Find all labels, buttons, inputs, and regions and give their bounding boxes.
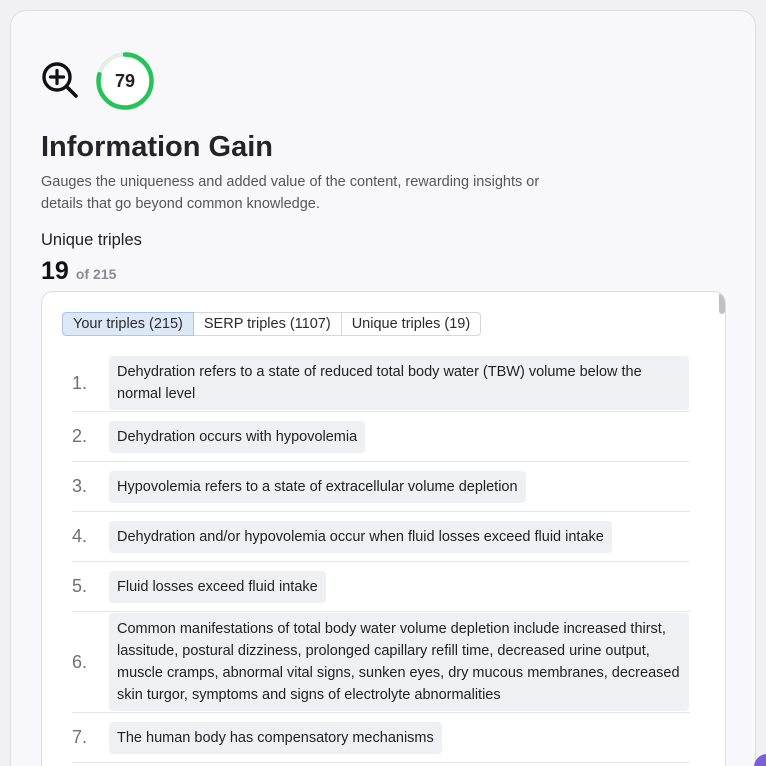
- triple-chip: Fluid losses exceed fluid intake: [109, 571, 326, 603]
- list-item: [72, 612, 690, 713]
- list-item-number: 3.: [72, 476, 88, 496]
- score-ring: [95, 51, 155, 111]
- tab-unique-triples[interactable]: Unique triples (19): [341, 312, 481, 336]
- triple-chip: The human body has compensatory mechanisms: [109, 722, 442, 754]
- page-title: Information Gain: [41, 131, 273, 163]
- list-item: [72, 355, 690, 412]
- list-item: [72, 713, 690, 763]
- triples-tab-bar: [62, 312, 481, 336]
- triples-list: [72, 355, 690, 763]
- list-item-number: 1.: [72, 372, 88, 393]
- information-gain-card: [10, 10, 756, 766]
- list-item-number: 6.: [72, 651, 88, 672]
- page-description: Gauges the uniqueness and added value of the content, rewarding insights or details that go beyond common knowledge.: [41, 174, 540, 212]
- triple-chip: Hypovolemia refers to a state of extracellular volume depletion: [109, 471, 526, 503]
- list-item-number: 2.: [72, 426, 88, 446]
- triples-panel: [41, 291, 726, 766]
- unique-triples-count: 19: [41, 257, 69, 285]
- triple-chip: Dehydration occurs with hypovolemia: [109, 421, 365, 453]
- list-item: [72, 462, 690, 512]
- list-item: [72, 512, 690, 562]
- tab-serp-triples[interactable]: SERP triples (1107): [193, 312, 342, 336]
- list-item: [72, 562, 690, 612]
- list-item-number: 4.: [72, 526, 88, 546]
- triple-chip: Dehydration refers to a state of reduced total body water (TBW) volume below the normal level: [109, 356, 689, 410]
- unique-triples-stat: [41, 257, 116, 286]
- of-label: of: [75, 266, 90, 282]
- score-value: 79: [114, 70, 136, 91]
- panel-scrollbar[interactable]: [719, 292, 725, 314]
- total-triples-count: 215: [93, 266, 117, 282]
- unique-triples-label: Unique triples: [41, 231, 142, 249]
- triple-chip: Common manifestations of total body water volume depletion include increased thirst, lassitude, postural dizziness, prolonged capillary refill time, decreased urine output, muscle cramps, abnormal vital signs, sunken eyes, dry mucous membranes, decreased skin turgor, symptoms and signs of electrolyte abnormalities: [109, 613, 689, 711]
- zoom-in-icon: [41, 61, 79, 99]
- list-item-number: 5.: [72, 576, 88, 596]
- triple-chip: Dehydration and/or hypovolemia occur when fluid losses exceed fluid intake: [109, 521, 612, 553]
- tab-your-triples[interactable]: Your triples (215): [62, 312, 194, 336]
- list-item-number: 7.: [72, 727, 88, 747]
- list-item: [72, 412, 690, 462]
